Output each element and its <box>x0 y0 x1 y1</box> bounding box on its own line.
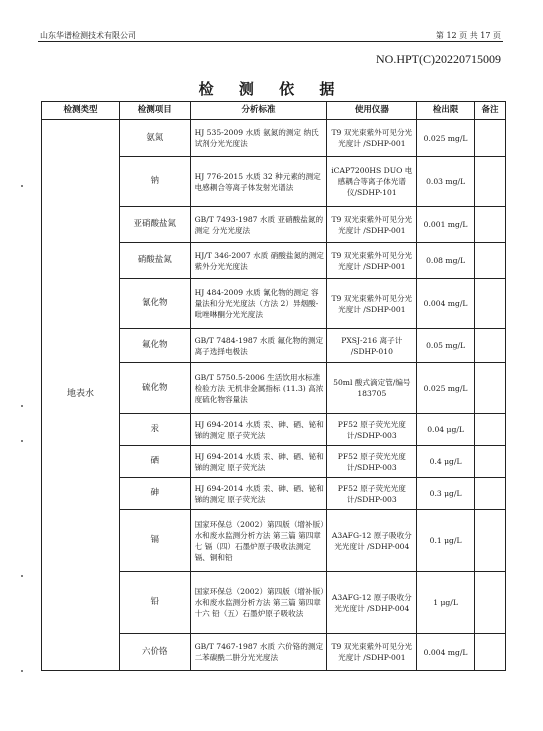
item-cell: 硝酸盐氮 <box>120 243 191 279</box>
instrument-cell: iCAP7200HS DUO 电感耦合等离子体光谱仪/SDHP-101 <box>327 157 417 207</box>
instrument-cell: PF52 原子荧光光度计/SDHP-003 <box>327 414 417 446</box>
instrument-cell: PF52 原子荧光光度计/SDHP-003 <box>327 478 417 510</box>
instrument-cell: PF52 原子荧光光度计/SDHP-003 <box>327 446 417 478</box>
standard-cell: 国家环保总（2002）第四版（增补版）水和废水监测分析方法 第三篇 第四章 七 镉（四）石墨炉原子吸收法测定镉、铜和铅 <box>190 510 327 572</box>
item-cell: 镉 <box>120 510 191 572</box>
note-cell <box>474 572 505 634</box>
note-cell <box>474 446 505 478</box>
page-title: 检 测 依 据 <box>198 80 345 98</box>
note-cell <box>474 207 505 243</box>
standard-cell: HJ 776-2015 水质 32 种元素的测定 电感耦合等离子体发射光谱法 <box>190 157 327 207</box>
instrument-cell: T9 双光束紫外可见分光光度计 /SDHP-001 <box>327 207 417 243</box>
note-cell <box>474 329 505 363</box>
instrument-cell: 50ml 酸式滴定管/编号 183705 <box>327 363 417 414</box>
limit-cell: 0.03 mg/L <box>417 157 475 207</box>
note-cell <box>474 157 505 207</box>
item-cell: 氟化物 <box>120 329 191 363</box>
table-header-row <box>42 102 506 120</box>
item-cell: 亚硝酸盐氮 <box>120 207 191 243</box>
note-cell <box>474 243 505 279</box>
limit-cell: 0.4 μg/L <box>417 446 475 478</box>
standard-cell: GB/T 7484-1987 水质 氟化物的测定 离子选择电极法 <box>190 329 327 363</box>
testing-basis-table <box>41 101 506 671</box>
limit-cell: 0.05 mg/L <box>417 329 475 363</box>
limit-cell: 0.025 mg/L <box>417 363 475 414</box>
limit-cell: 0.08 mg/L <box>417 243 475 279</box>
item-cell: 钠 <box>120 157 191 207</box>
limit-cell: 0.001 mg/L <box>417 207 475 243</box>
standard-cell: HJ 694-2014 水质 汞、砷、硒、铋和锑的测定 原子荧光法 <box>190 446 327 478</box>
standard-cell: GB/T 7467-1987 水质 六价铬的测定 二苯碳酰二肼分光光度法 <box>190 634 327 671</box>
item-cell: 铅 <box>120 572 191 634</box>
note-cell <box>474 279 505 329</box>
limit-cell: 0.04 μg/L <box>417 414 475 446</box>
header-instrument: 使用仪器 <box>327 102 417 120</box>
item-cell: 砷 <box>120 478 191 510</box>
standard-cell: 国家环保总（2002）第四版（增补版）水和废水监测分析方法 第三篇 第四章 十六 铅（五）石墨炉原子吸收法 <box>190 572 327 634</box>
company-name: 山东华谱检测技术有限公司 <box>40 31 136 40</box>
limit-cell: 0.004 mg/L <box>417 279 475 329</box>
item-cell: 汞 <box>120 414 191 446</box>
standard-cell: HJ 535-2009 水质 氨氮的测定 纳氏试剂分光光度法 <box>190 120 327 157</box>
standard-cell: GB/T 7493-1987 水质 亚硝酸盐氮的测定 分光光度法 <box>190 207 327 243</box>
header-limit: 检出限 <box>417 102 475 120</box>
header-note: 备注 <box>474 102 505 120</box>
instrument-cell: A3AFG-12 原子吸收分光光度计 /SDHP-004 <box>327 572 417 634</box>
item-cell: 六价铬 <box>120 634 191 671</box>
standard-cell: HJ 484-2009 水质 氰化物的测定 容量法和分光光度法（方法 2）异烟酸-吡唑啉酮分光光度法 <box>190 279 327 329</box>
instrument-cell: T9 双光束紫外可见分光光度计 /SDHP-001 <box>327 634 417 671</box>
header-item: 检测项目 <box>120 102 191 120</box>
note-cell <box>474 478 505 510</box>
standard-cell: HJ/T 346-2007 水质 硝酸盐氮的测定 紫外分光光度法 <box>190 243 327 279</box>
instrument-cell: T9 双光束紫外可见分光光度计 /SDHP-001 <box>327 120 417 157</box>
note-cell <box>474 414 505 446</box>
limit-cell: 0.1 μg/L <box>417 510 475 572</box>
standard-cell: GB/T 5750.5-2006 生活饮用水标准检验方法 无机非金属指标 (11.3) 高浓度硫化物容量法 <box>190 363 327 414</box>
header-type: 检测类型 <box>42 102 120 120</box>
standard-cell: HJ 694-2014 水质 汞、砷、硒、铋和锑的测定 原子荧光法 <box>190 478 327 510</box>
limit-cell: 0.025 mg/L <box>417 120 475 157</box>
instrument-cell: PXSJ-216 离子计 /SDHP-010 <box>327 329 417 363</box>
note-cell <box>474 634 505 671</box>
header-rule <box>38 41 503 42</box>
sample-type-cell: 地表水 <box>42 120 120 671</box>
limit-cell: 0.004 mg/L <box>417 634 475 671</box>
document-number: NO.HPT(C)20220715009 <box>376 52 501 66</box>
instrument-cell: A3AFG-12 原子吸收分光光度计 /SDHP-004 <box>327 510 417 572</box>
instrument-cell: T9 双光束紫外可见分光光度计 /SDHP-001 <box>327 279 417 329</box>
item-cell: 氰化物 <box>120 279 191 329</box>
instrument-cell: T9 双光束紫外可见分光光度计 /SDHP-001 <box>327 243 417 279</box>
note-cell <box>474 120 505 157</box>
header-standard: 分析标准 <box>190 102 327 120</box>
limit-cell: 0.3 μg/L <box>417 478 475 510</box>
note-cell <box>474 363 505 414</box>
item-cell: 硫化物 <box>120 363 191 414</box>
table-row <box>42 120 506 157</box>
page-info: 第 12 页 共 17 页 <box>435 31 501 40</box>
standard-cell: HJ 694-2014 水质 汞、砷、硒、铋和锑的测定 原子荧光法 <box>190 414 327 446</box>
note-cell <box>474 510 505 572</box>
item-cell: 氨氮 <box>120 120 191 157</box>
limit-cell: 1 μg/L <box>417 572 475 634</box>
item-cell: 硒 <box>120 446 191 478</box>
